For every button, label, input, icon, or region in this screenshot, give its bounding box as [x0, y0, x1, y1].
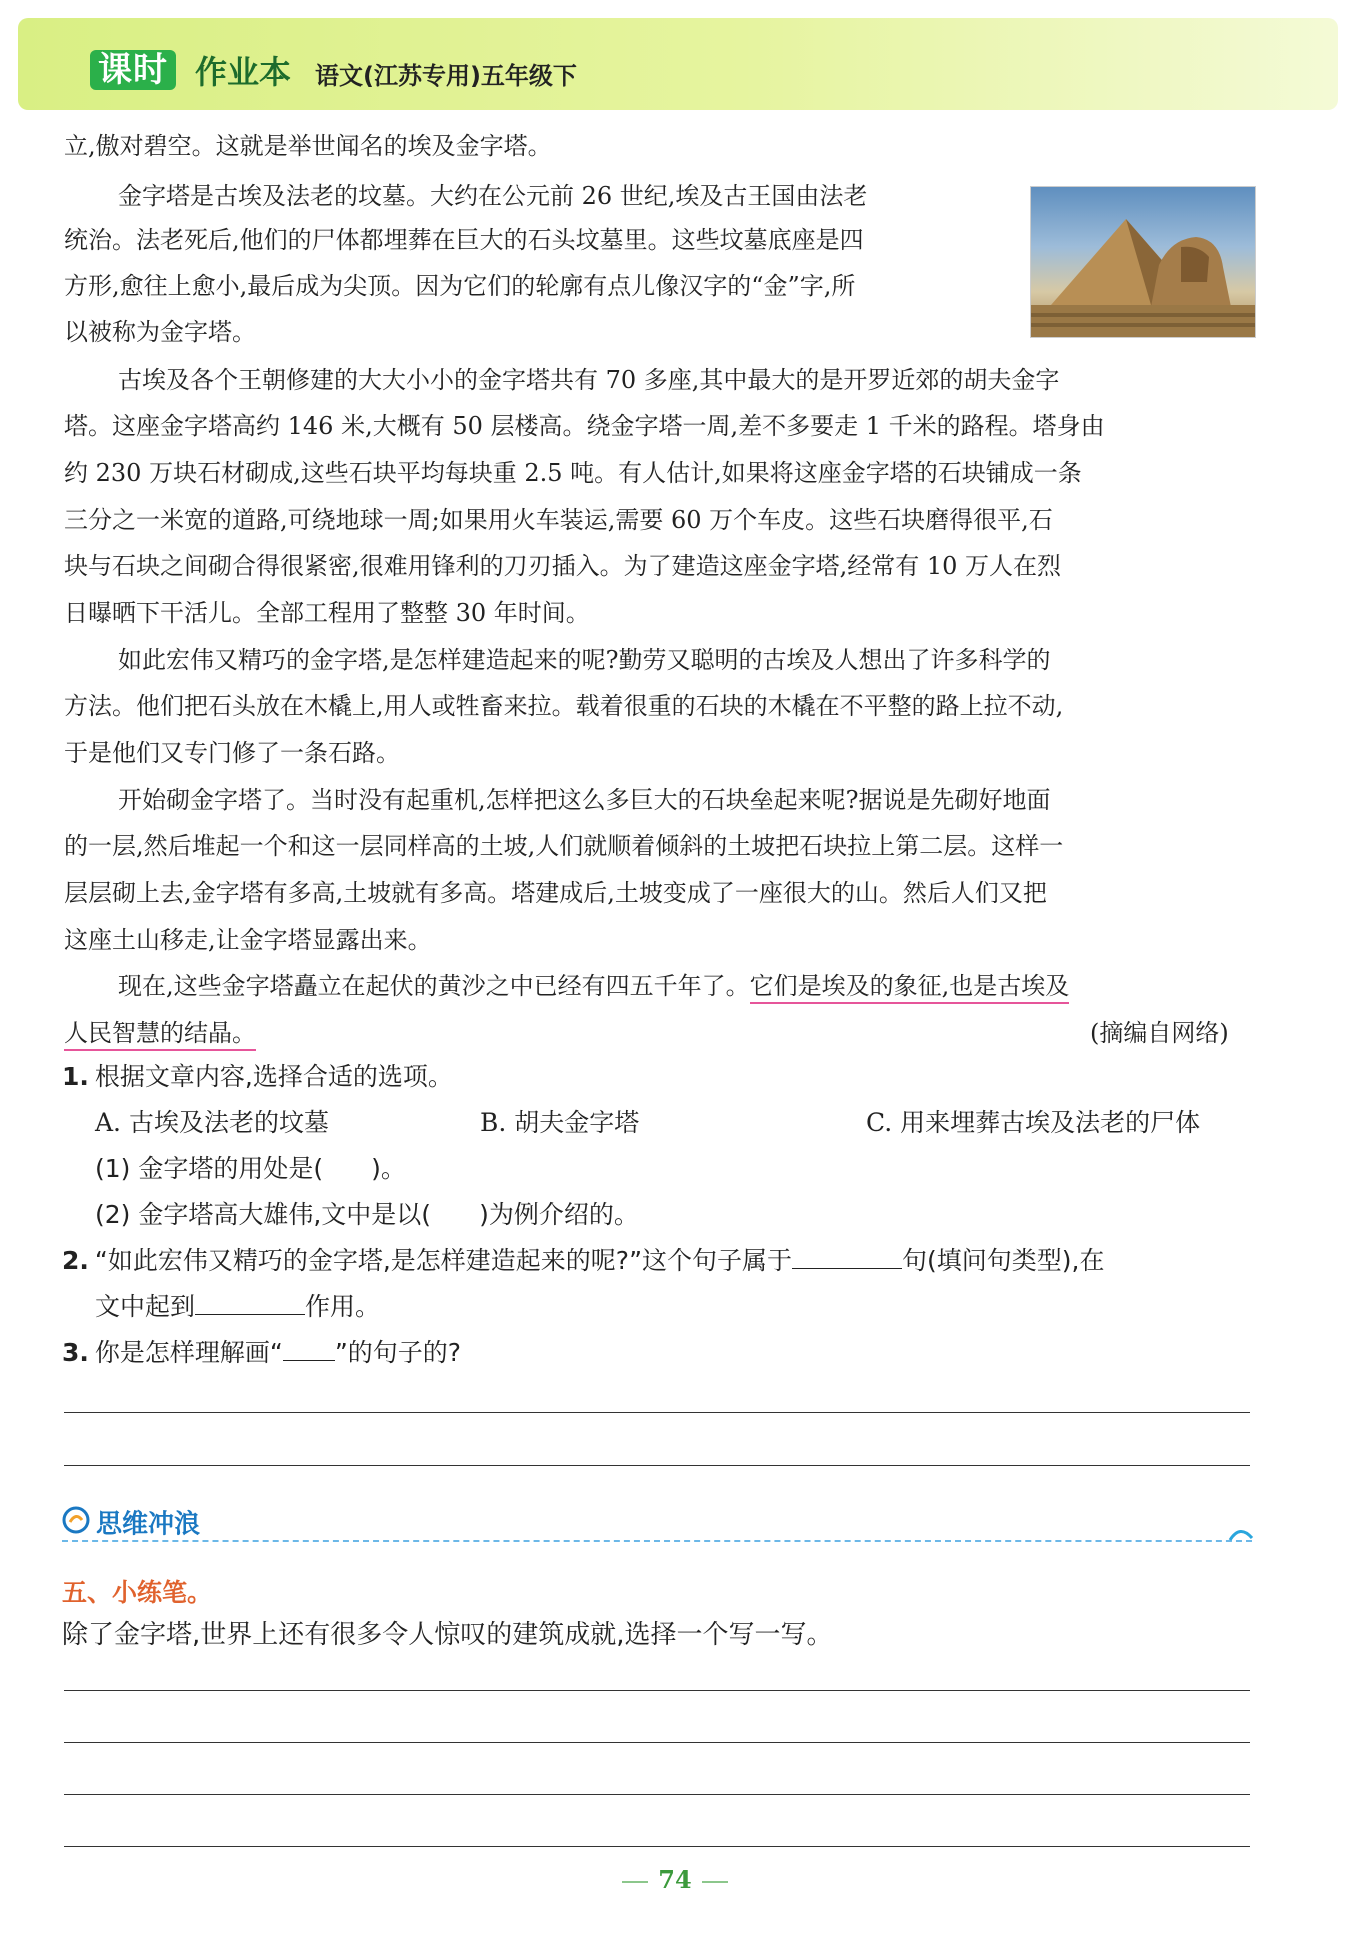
question-1-part-2	[95, 1196, 639, 1234]
exercise-prompt: 除了金字塔,世界上还有很多令人惊叹的建筑成就,选择一个写一写。	[62, 1620, 833, 1650]
article-line: 如此宏伟又精巧的金字塔,是怎样建造起来的呢?勤劳又聪明的古埃及人想出了许多科学的	[118, 646, 1051, 674]
article-line	[64, 1015, 256, 1051]
question-3	[62, 1334, 461, 1372]
page-number-text: 74	[658, 1865, 692, 1894]
article-line-final	[118, 968, 1069, 1004]
article-line: 块与石块之间砌合得很紧密,很难用锋利的刀刃插入。为了建造这座金字塔,经常有 10 万人在烈	[64, 552, 1062, 580]
writing-line[interactable]	[64, 1690, 1250, 1691]
question-number: 2.	[62, 1246, 89, 1275]
question-text: )为例介绍的。	[479, 1200, 639, 1229]
question-text: 你是怎样理解画“	[94, 1338, 283, 1367]
question-text: 句(填问句类型),在	[902, 1246, 1105, 1275]
article-line: 塔。这座金字塔高约 146 米,大概有 50 层楼高。绕金字塔一周,差不多要走 1 千米的路程。塔身由	[64, 412, 1105, 440]
question-text: ”的句子的?	[334, 1338, 462, 1367]
article-source: (摘编自网络)	[1090, 1019, 1229, 1047]
question-2	[62, 1242, 1105, 1280]
wave-icon	[62, 1506, 90, 1544]
article-line: 以被称为金字塔。	[64, 318, 256, 346]
article-line: 方法。他们把石头放在木橇上,用人或牲畜来拉。载着很重的石块的木橇在不平整的路上拉不动,	[64, 692, 1064, 720]
option-b: B. 胡夫金字塔	[480, 1108, 640, 1137]
question-1-part-1	[95, 1150, 406, 1188]
answer-line[interactable]	[64, 1412, 1250, 1413]
section-end-icon	[1228, 1522, 1254, 1548]
article-line: 这座土山移走,让金字塔显露出来。	[64, 926, 432, 954]
option-c: C. 用来埋葬古埃及法老的尸体	[866, 1108, 1201, 1137]
brand-logo: 课时	[90, 50, 176, 90]
writing-line[interactable]	[64, 1794, 1250, 1795]
article-line: 立,傲对碧空。这就是举世闻名的埃及金字塔。	[64, 132, 552, 160]
section-title: 思维冲浪	[96, 1509, 201, 1540]
question-number: 1.	[62, 1062, 89, 1091]
question-text: 根据文章内容,选择合适的选项。	[94, 1062, 453, 1091]
article-line: 日曝晒下干活儿。全部工程用了整整 30 年时间。	[64, 599, 590, 627]
question-text: )。	[371, 1154, 406, 1183]
underlined-sentence: 它们是埃及的象征,也是古埃及	[750, 972, 1070, 1004]
article-line: 约 230 万块石材砌成,这些石块平均每块重 2.5 吨。有人估计,如果将这座金字塔的石块铺成一条	[64, 459, 1082, 487]
page-number-dash	[622, 1881, 648, 1883]
question-text: 作用。	[305, 1292, 381, 1321]
article-line: 三分之一米宽的道路,可绕地球一周;如果用火车装运,需要 60 万个车皮。这些石块磨得很平,石	[64, 506, 1053, 534]
subject-title: 语文(江苏专用)五年级下	[315, 62, 577, 90]
article-line: 的一层,然后堆起一个和这一层同样高的土坡,人们就顺着倾斜的土坡把石块拉上第二层。这样一	[64, 832, 1064, 860]
article-line: 金字塔是古埃及法老的坟墓。大约在公元前 26 世纪,埃及古王国由法老	[118, 182, 868, 210]
question-text: (2) 金字塔高大雄伟,文中是以(	[95, 1200, 432, 1229]
article-line: 方形,愈往上愈小,最后成为尖顶。因为它们的轮廓有点儿像汉字的“金”字,所	[64, 272, 856, 300]
question-number: 3.	[62, 1338, 89, 1367]
question-1	[62, 1058, 453, 1096]
answer-line[interactable]	[64, 1465, 1250, 1466]
article-line: 层层砌上去,金字塔有多高,土坡就有多高。塔建成后,土坡变成了一座很大的山。然后人们又把	[64, 879, 1047, 907]
brand-logo-sub: 作业本	[195, 53, 292, 91]
exercise-title: 五、小练笔。	[62, 1578, 213, 1607]
article-line: 统治。法老死后,他们的尸体都埋葬在巨大的石头坟墓里。这些坟墓底座是四	[64, 226, 864, 254]
article-line: 古埃及各个王朝修建的大大小小的金字塔共有 70 多座,其中最大的是开罗近郊的胡夫金字	[118, 366, 1060, 394]
underlined-sentence-end: 人民智慧的结晶。	[64, 1019, 256, 1051]
answer-blank[interactable]	[283, 1336, 335, 1361]
article-line: 开始砌金字塔了。当时没有起重机,怎样把这么多巨大的石块垒起来呢?据说是先砌好地面	[118, 786, 1051, 814]
section-divider	[62, 1540, 1252, 1542]
answer-blank[interactable]	[195, 1290, 305, 1315]
question-2-cont	[95, 1288, 380, 1326]
question-text: (1) 金字塔的用处是(	[95, 1154, 324, 1183]
pyramid-sphinx-photo	[1030, 186, 1256, 338]
writing-line[interactable]	[64, 1742, 1250, 1743]
question-text: “如此宏伟又精巧的金字塔,是怎样建造起来的呢?”这个句子属于	[94, 1246, 793, 1275]
answer-blank[interactable]	[792, 1244, 902, 1269]
option-a: A. 古埃及法老的坟墓	[95, 1108, 329, 1137]
question-text: 文中起到	[95, 1292, 196, 1321]
page-number	[0, 1865, 1350, 1894]
article-line: 于是他们又专门修了一条石路。	[64, 739, 400, 767]
page-number-dash	[702, 1881, 728, 1883]
writing-line[interactable]	[64, 1846, 1250, 1847]
section-header	[62, 1506, 200, 1544]
article-text: 现在,这些金字塔矗立在起伏的黄沙之中已经有四五千年了。	[118, 972, 750, 1000]
